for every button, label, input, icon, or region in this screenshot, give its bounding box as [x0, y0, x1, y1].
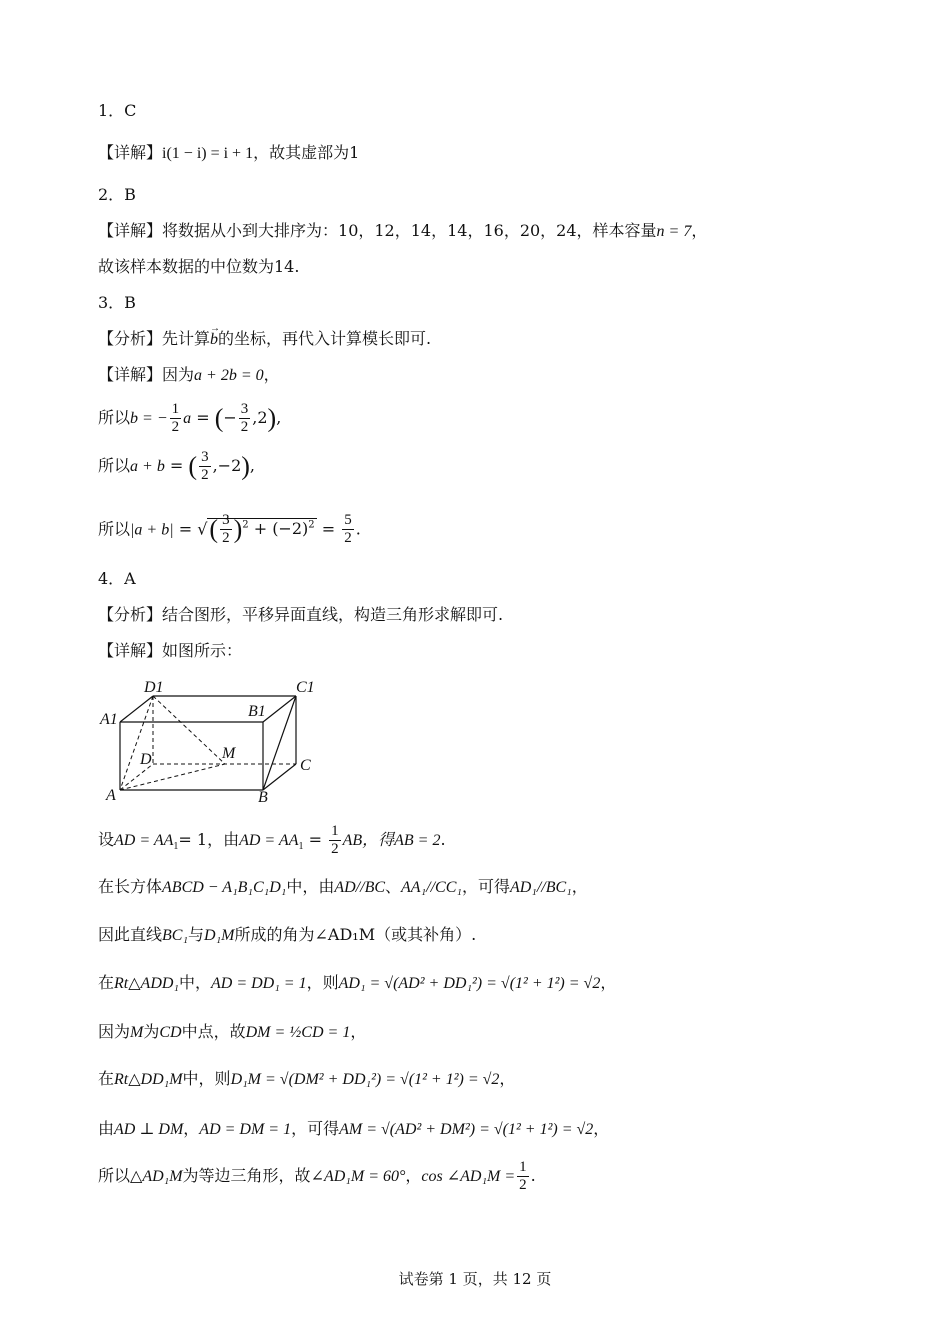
q4-analysis: [98, 604, 503, 626]
q2-detail: [98, 220, 707, 243]
q2-answer: 2．B: [98, 185, 136, 204]
q3-analysis: [98, 328, 431, 351]
vector-b: → b: [210, 329, 218, 351]
q3-answer: 3．B: [98, 293, 136, 312]
q4-line5: 因为M为CD中点，故DM = ½CD = 1，: [98, 1022, 367, 1041]
q3-detail: 【详解】因为a + 2b = 0，: [98, 365, 280, 384]
q3-eq3-res: −2: [217, 456, 242, 475]
detail-tag: 【详解】: [98, 143, 163, 162]
analysis-tag: 【分析】: [98, 329, 163, 348]
q3-detail-pre: 因为: [162, 365, 195, 384]
detail-tag: 【详解】: [98, 221, 163, 240]
q3-analysis-post: 的坐标，再代入计算模长即可.: [218, 329, 432, 348]
label-d: D: [140, 751, 152, 768]
q3-eq2-left: b = −: [130, 410, 168, 427]
label-c: C: [300, 757, 311, 774]
q4-line7: 由AD ⊥ DM，AD = DM = 1，可得AM = √(AD² + DM²) = √(1² + 1²) = √2，: [98, 1119, 610, 1138]
label-a1: A1: [100, 711, 118, 728]
q4-line8: 所以△AD₁M为等边三角形，故∠AD₁M = 60°，cos ∠AD₁M = $\frac{1}{2}$ .: [98, 1159, 536, 1193]
so-label: 所以: [98, 519, 131, 539]
q4-answer: 4．A: [98, 569, 136, 588]
q2-comma: ，: [691, 221, 708, 240]
q3-eq2-num: 3: [240, 401, 249, 417]
q1-detail: [98, 142, 359, 165]
q3-line-mod: 所以|a + b| = √( $\frac{3}{2}$ )$^2 + (-2)^2$ = $\frac{5}{2}$ .: [98, 512, 361, 547]
q2-text: 将数据从小到大排序为：10，12，14，14，16，20，24，样本容量: [162, 221, 657, 240]
q1-expr: i(1 − i) = i + 1: [162, 145, 254, 162]
q4-detail: [98, 640, 242, 662]
label-b1: B1: [248, 703, 266, 720]
label-m: M: [222, 745, 236, 762]
q2-n: n = 7: [656, 223, 692, 240]
detail-tag: 【详解】: [98, 641, 163, 660]
label-c1: C1: [296, 679, 315, 696]
q3-analysis-pre: 先计算: [162, 329, 211, 348]
analysis-tag: 【分析】: [98, 605, 163, 624]
q4-line4: 在Rt△ADD₁中，AD = DD₁ = 1，则AD₁ = √(AD² + DD₁²) = √(1² + 1²) = √2，: [98, 973, 617, 992]
label-d1: D1: [144, 679, 164, 696]
label-a: A: [106, 787, 116, 804]
q3-line-ab: 所以a + b = ( $\frac{3}{2}$ ,−2),: [98, 449, 256, 483]
q1-tail: ，故其虚部为1: [253, 143, 360, 162]
q4-line6: 在Rt△DD₁M中，则D₁M = √(DM² + DD₁²) = √(1² + 1²) = √2，: [98, 1069, 516, 1088]
q4-detail-text: 如图所示：: [162, 641, 243, 660]
q3-eq4-res: 5: [344, 512, 352, 529]
q4-analysis-text: 结合图形，平移异面直线，构造三角形求解即可.: [162, 605, 504, 624]
detail-tag: 【详解】: [98, 365, 163, 384]
page-footer: 试卷第 1 页，共 12 页: [398, 1270, 552, 1288]
q4-line2: 在长方体ABCD − A₁B₁C₁D₁中，由AD//BC、AA₁//CC₁，可得AD₁//BC₁，: [98, 877, 588, 896]
label-b: B: [258, 789, 268, 806]
cuboid-figure: [98, 678, 328, 808]
q4-line3: 因此直线BC₁与D₁M所成的角为∠AD₁M（或其补角）.: [98, 925, 477, 944]
q2-conclusion: 故该样本数据的中位数为14.: [98, 257, 300, 276]
so-label: 所以: [98, 456, 131, 475]
q3-eq1: a + 2b = 0: [194, 367, 264, 384]
q4-line1: 设AD = $AA_1= 1$，由AD = $AA_1$ = $\frac{1}{2}$ AB，得AB = 2.: [98, 823, 446, 857]
so-label: 所以: [98, 408, 131, 427]
q3-line-b: 所以b = − $\frac{1}{2}$ a = (− $\frac{3}{2}$ ,2),: [98, 401, 282, 435]
q1-answer: 1．C: [98, 101, 137, 120]
